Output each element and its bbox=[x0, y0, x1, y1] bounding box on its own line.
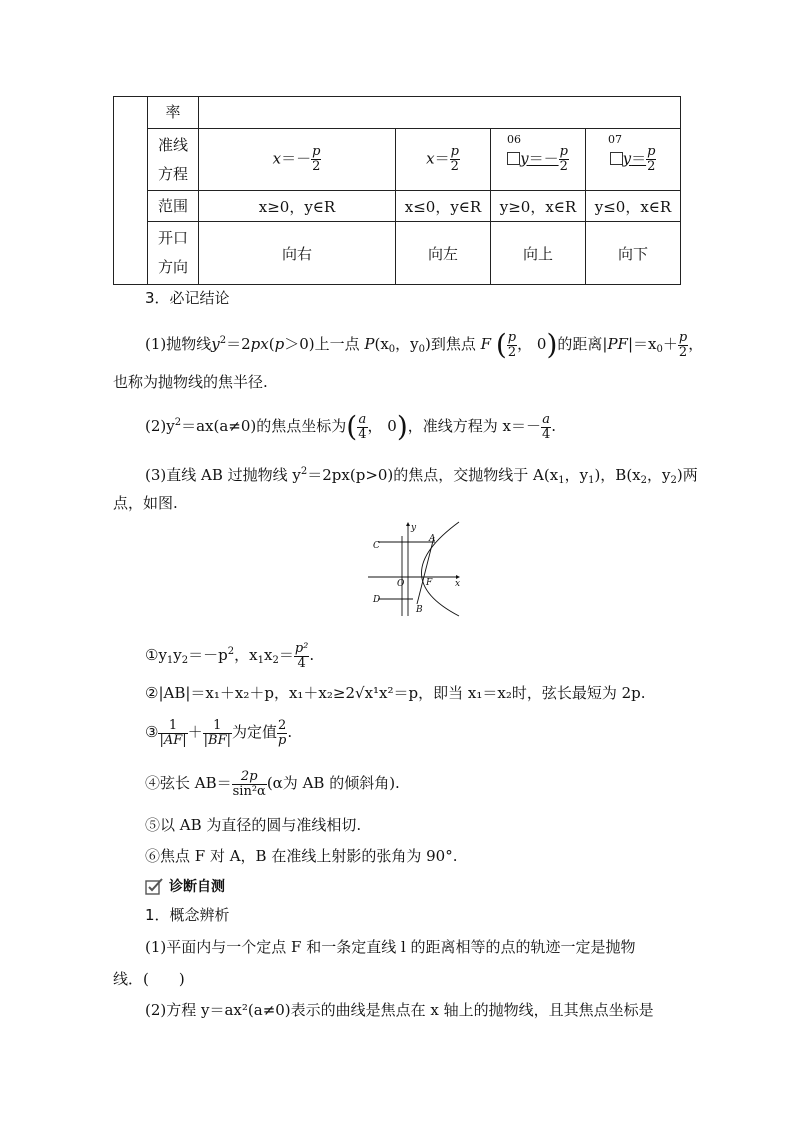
row-label-range: 范围 bbox=[148, 191, 199, 222]
label-c: C bbox=[373, 541, 380, 551]
question-2: (2)方程 y＝ax²(a≠0)表示的曲线是焦点在 x 轴上的抛物线，且其焦点坐标是 bbox=[145, 1001, 654, 1019]
opening-cell: 向上 bbox=[491, 222, 586, 285]
row-label-eccentricity: 率 bbox=[148, 97, 199, 129]
directrix-cell-right: x＝－ $\frac{p}{2}$ bbox=[199, 129, 396, 191]
label-o: O bbox=[397, 579, 405, 589]
label-b: B bbox=[416, 605, 423, 615]
answer-blank bbox=[610, 152, 623, 165]
eccentricity-cells bbox=[199, 97, 681, 129]
answer-tag: 06 bbox=[507, 133, 521, 146]
answer-blank bbox=[507, 152, 520, 165]
y-axis-arrow bbox=[406, 522, 410, 526]
result-1: $①y_1y_2=-p^2$，$x_1x_2=$ $\frac{\text{p²}}{4}$ . bbox=[145, 640, 315, 671]
range-cell: y≤0，x∈R bbox=[586, 191, 681, 222]
row-label-directrix: 准线 方程 bbox=[148, 129, 199, 191]
opening-cell: 向左 bbox=[396, 222, 491, 285]
directrix-cell-up: 06 y＝－ $\frac{p}{2}$ bbox=[491, 129, 586, 191]
answer-tag: 07 bbox=[608, 133, 622, 146]
label-f: F bbox=[426, 578, 433, 588]
question-1: (1)平面内与一个定点 F 和一条定直线 l 的距离相等的点的轨迹一定是抛物 bbox=[145, 938, 636, 956]
question-1-cont: 线．( ) bbox=[113, 970, 185, 988]
label-a: A bbox=[429, 534, 436, 544]
diagnosis-heading: 诊断自测 bbox=[169, 879, 225, 895]
conclusion-3-cont: 点，如图. bbox=[113, 494, 178, 512]
result-4: ④弦长 AB＝ $\frac{2p}{\text{sin²α}}$ (α为 AB 的倾斜角). bbox=[145, 768, 400, 799]
label-x: x bbox=[455, 579, 461, 589]
conclusion-3: (3)直线 AB 过抛物线 $y^2=2px(p>0)$的焦点，交抛物线于 $A(x_1$，$y_1$)，$B(x_2$，$y_2$)两 bbox=[145, 466, 698, 486]
result-2: ②|AB|＝x₁＋x₂＋p，x₁＋x₂≥2√x¹x²＝p，即当 x₁＝x₂时，弦长最短为 2p. bbox=[145, 684, 646, 702]
conclusion-2: $(2)y^2=ax(a\ne 0)$的焦点坐标为( $\frac{a}{4}$ ， 0)，准线方程为 x＝－ $\frac{a}{4}$ . bbox=[145, 410, 557, 443]
conclusion-1-cont: 也称为抛物线的焦半径. bbox=[113, 373, 268, 391]
result-5: ⑤以 AB 为直径的圆与准线相切. bbox=[145, 816, 362, 834]
result-6: ⑥焦点 F 对 A，B 在准线上射影的张角为 90°. bbox=[145, 847, 458, 865]
concept-heading: 1．概念辨析 bbox=[145, 906, 230, 924]
label-d: D bbox=[373, 595, 381, 605]
result-3: ③ $\frac{1}{|AF|}$ ＋ $\frac{1}{|BF|}$ 为定值 $\frac{2}{p}$ . bbox=[145, 717, 293, 748]
opening-cell: 向右 bbox=[199, 222, 396, 285]
parabola-curve bbox=[422, 522, 460, 616]
properties-table bbox=[113, 96, 681, 285]
checkbox-pencil-icon bbox=[145, 877, 165, 895]
range-cell: y≥0，x∈R bbox=[491, 191, 586, 222]
directrix-cell-down: 07 y＝ $\frac{p}{2}$ bbox=[586, 129, 681, 191]
table-left-gutter bbox=[114, 97, 148, 285]
range-cell: x≥0，y∈R bbox=[199, 191, 396, 222]
diagnosis-header bbox=[145, 876, 225, 896]
section-heading: 3．必记结论 bbox=[145, 289, 230, 307]
range-cell: x≤0，y∈R bbox=[396, 191, 491, 222]
parabola-figure bbox=[364, 520, 464, 618]
directrix-cell-left: x＝ $\frac{p}{2}$ bbox=[396, 129, 491, 191]
label-y: y bbox=[411, 523, 417, 533]
conclusion-1: (1)抛物线$y^2=2px(p>0)$上一点 $P(x_0$，$y_0$)到焦点 F ( $\frac{p}{2}$ ， 0)的距离$|PF|=x_0+$ $\frac{p}{2}$ ， bbox=[145, 328, 704, 361]
chord-ab bbox=[417, 537, 434, 604]
opening-cell: 向下 bbox=[586, 222, 681, 285]
row-label-opening: 开口 方向 bbox=[148, 222, 199, 285]
